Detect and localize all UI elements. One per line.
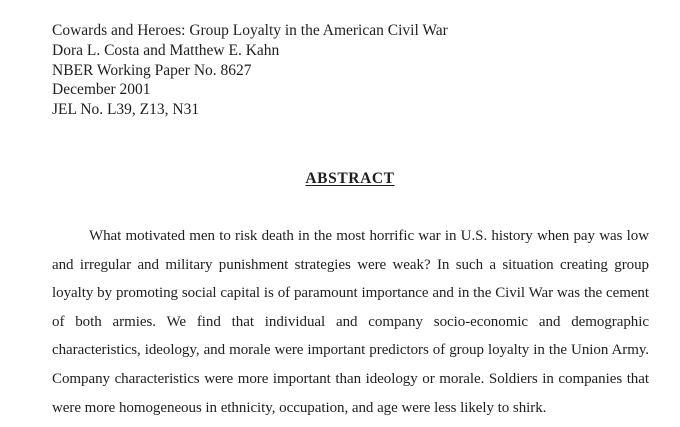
abstract-heading [52, 170, 648, 188]
abstract-text: What motivated men to risk death in the most horrific war in U.S. history when pay was low and irregular and military punishment strategies were weak? In such a situation creating group loyalty by promoting social capital is of paramount importance and in the Civil War was the cement of both armies. We find that individual and company socio-economic and demographic characteristics, ideology, and morale were important predictors of group loyalty in the Union Army. Company characteristics were more important than ideology or morale. Soldiers in companies that were more homogeneous in ethnicity, occupation, and age were less likely to shirk. [52, 228, 649, 416]
jel-codes: JEL No. L39, Z13, N31 [52, 101, 200, 119]
paper-title: Cowards and Heroes: Group Loyalty in the American Civil War [52, 22, 448, 39]
paper-authors: Dora L. Costa and Matthew E. Kahn [52, 41, 280, 59]
working-paper-number: NBER Working Paper No. 8627 [52, 61, 252, 79]
paper-header [52, 21, 652, 120]
paper-date: December 2001 [52, 81, 151, 99]
abstract-heading-text: ABSTRACT [305, 170, 395, 187]
